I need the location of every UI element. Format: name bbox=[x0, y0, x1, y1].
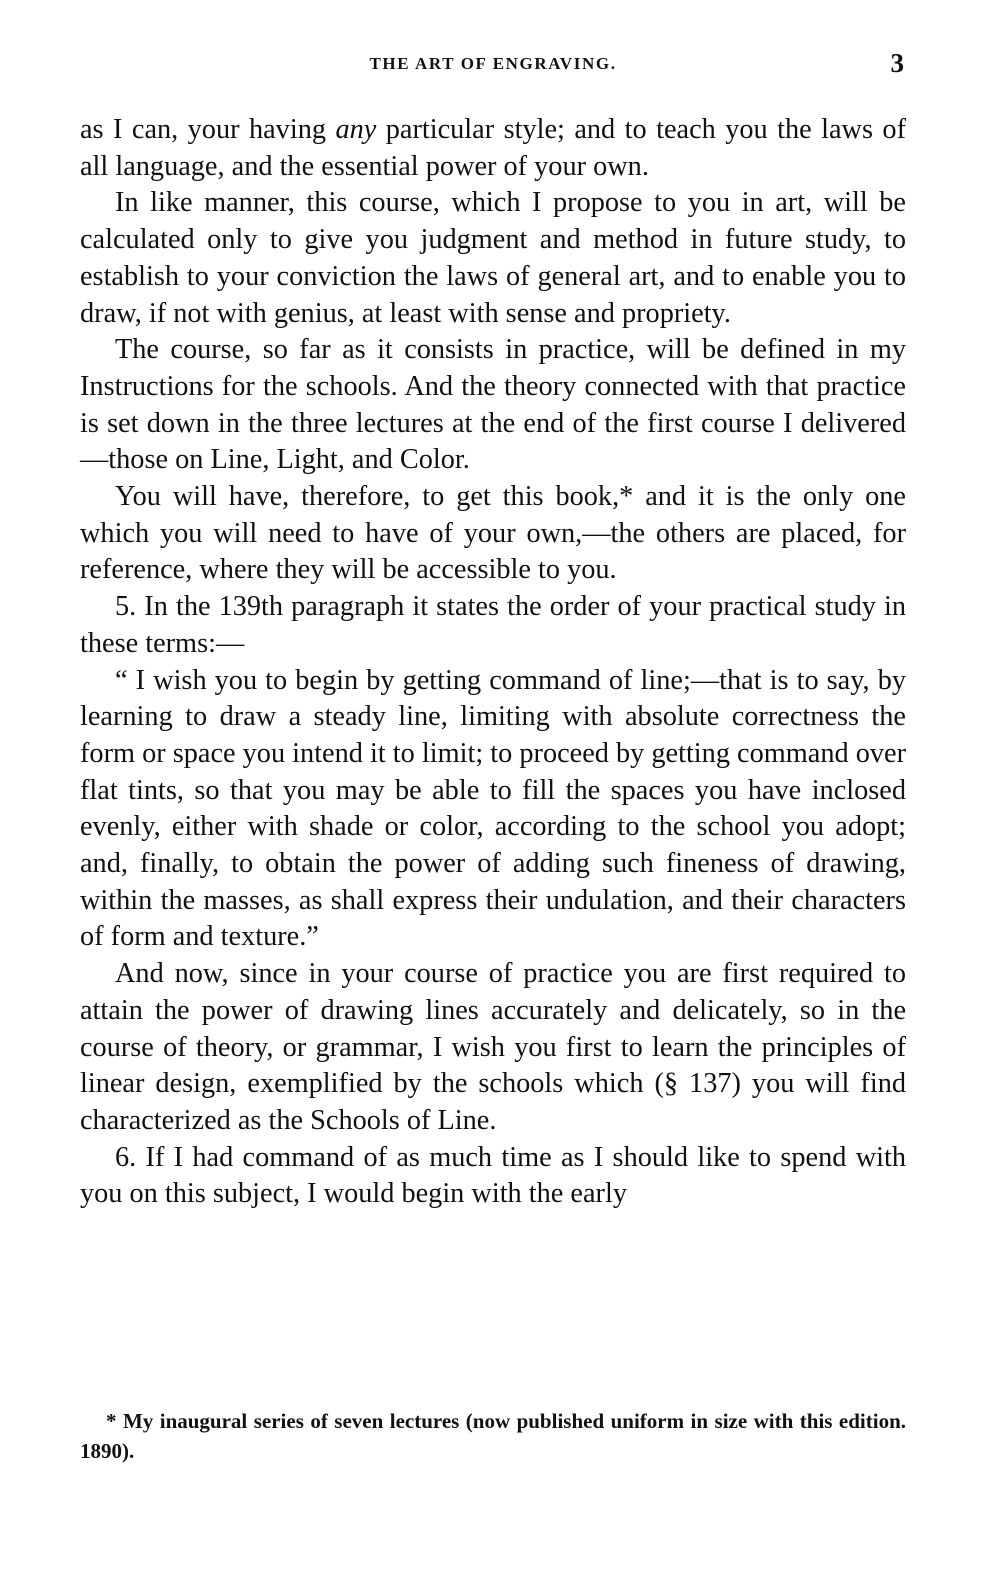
page-number: 3 bbox=[890, 48, 904, 78]
italic-word: any bbox=[335, 114, 377, 145]
paragraph-2: In like manner, this course, which I propose to you in art, will be calculated only to give you judgment and method in future study, to establish to your conviction the laws of general art, and to enable you to draw, if not with genius, at least with sense and propriety. bbox=[80, 187, 906, 329]
paragraph-8: 6. If I had command of as much time as I should like to spend with you on this subject, I would begin with the early bbox=[80, 1141, 906, 1210]
paragraph-4: You will have, therefore, to get this book,* and it is the only one which you will need to have of your own,—the others are placed, for reference, where they will be accessible to you. bbox=[80, 481, 906, 586]
paragraph-5: 5. In the 139th paragraph it states the order of your practical study in these terms:— bbox=[80, 591, 906, 659]
paragraph-3: The course, so far as it consists in practice, will be defined in my Instructions for the schools. And the theory connected with that practice is set down in the three lectures at the end of the first course I delivered—those on Line, Light, and Color. bbox=[80, 334, 906, 476]
paragraph-7: And now, since in your course of practice you are first required to attain the power of drawing lines accurately and delicately, so in the course of theory, or grammar, I wish you first to learn the principles of linear design, exemplified by the schools which (§ 137) you will find characterized as the Schools of Line. bbox=[80, 958, 906, 1136]
running-title: THE ART OF ENGRAVING. bbox=[369, 54, 617, 73]
body-text bbox=[80, 112, 906, 1213]
running-header bbox=[80, 48, 906, 78]
paragraph-1-rest: particular style; and to teach you the laws of all language, and the essential power of your own. bbox=[80, 114, 907, 182]
paragraph-1 bbox=[80, 112, 906, 185]
quotation-paragraph: “ I wish you to begin by getting command of line;—that is to say, by learning to draw a steady line, limiting with absolute correctness the form or space you intend it to limit; to proceed by getting command over flat tints, so that you may be able to fill the spaces you have inclosed evenly, either with shade or color, according to the school you adopt; and, finally, to obtain the power of adding such fineness of drawing, within the masses, as shall express their undulation, and their characters of form and texture.” bbox=[80, 664, 906, 953]
paragraph-1-start: as I can, your having bbox=[80, 114, 336, 145]
footnote: * My inaugural series of seven lectures (now published uniform in size with this edition. 1890). bbox=[80, 1409, 906, 1463]
